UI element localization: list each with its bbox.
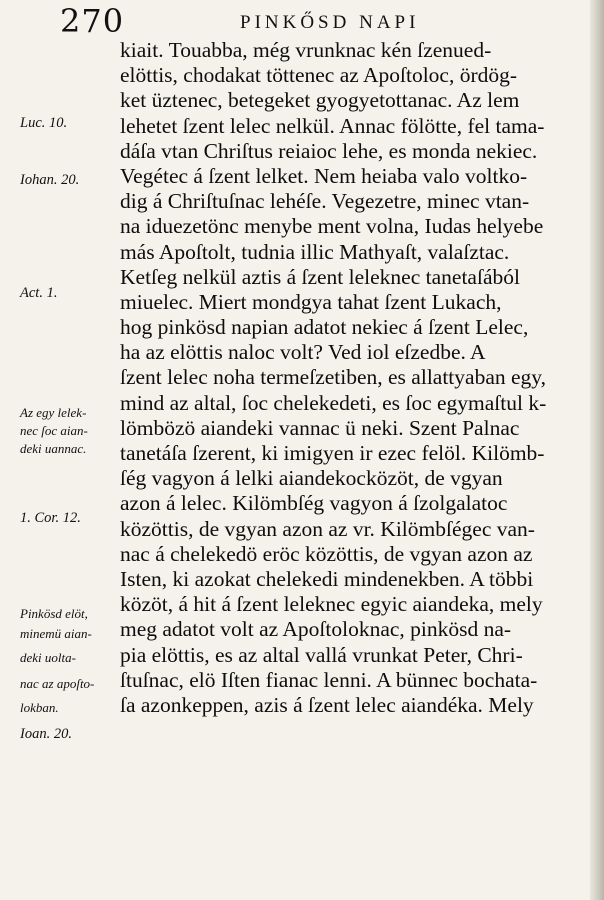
text-line: hog pinkösd napian adatot nekiec á ſzent Lelec,: [120, 315, 529, 340]
text-line: ket üztenec, betegeket gyogyetottanac. Az lem: [120, 88, 520, 113]
text-line: ſtuſnac, elö Iſten fianac lenni. A bünnec bochata-: [120, 667, 538, 692]
text-line: tanetáſa ſzerent, ki imigyen ir ezec felöl. Kilömb-: [120, 441, 545, 465]
text-line: mind az altal, ſoc chelekedeti, es ſoc egymaſtul k-: [120, 390, 547, 415]
text-line: ſég vagyon á lelki aiandekocközöt, de vgyan: [120, 466, 503, 491]
margin-note-line: deki uolta-: [20, 650, 76, 665]
page-number: 270: [60, 2, 125, 40]
margin-note-luc: Luc. 10.: [20, 115, 68, 131]
text-line: ſzent lelec noha termeſzetiben, es allattyaban egy,: [120, 365, 547, 390]
margin-note-cor: 1. Cor. 12.: [20, 510, 81, 526]
margin-note-line: lokban.: [20, 700, 59, 715]
margin-note-line: Az egy lelek-: [20, 405, 87, 420]
text-line: ſa azonkeppen, azis á ſzent lelec aiandéka. Mely: [120, 692, 534, 717]
margin-note-line: nec ſoc aian-: [20, 423, 88, 438]
margin-note-ioan: Ioan. 20.: [20, 726, 72, 742]
margin-note-line: minemü aian-: [20, 626, 92, 641]
text-line: miuelec. Miert mondgya tahat ſzent Lukach,: [120, 289, 502, 314]
text-line: dáſa vtan Chriſtus reiaioc lehe, es monda nekiec.: [120, 138, 538, 163]
text-line: közöt, á hit á ſzent leleknec egyic aiandeka, mely: [120, 592, 543, 617]
margin-note-act: Act. 1.: [20, 285, 58, 301]
text-line: Ketſeg nelkül aztis á ſzent leleknec tanetaſából: [120, 264, 520, 289]
text-line: dig á Chriſtuſnac lehéſe. Vegezetre, minec vtan-: [120, 189, 530, 214]
margin-note-line: Pinkösd elöt,: [20, 606, 88, 621]
running-head: PINKŐSD NAPI: [240, 12, 420, 33]
margin-note-iohan: Iohan. 20.: [20, 172, 80, 188]
text-line: Isten, ki azokat chelekedi mindenekben. A többi: [120, 566, 534, 591]
text-line: kiait. Touabba, még vrunknac kén ſzenued-: [120, 38, 492, 62]
text-line: meg adatot volt az Apoſtoloknac, pinkösd na-: [120, 617, 512, 642]
text-line: lömbözö aiandeki vannac ü neki. Szent Palnac: [120, 415, 520, 440]
margin-note-line: nac az apoſto-: [20, 676, 95, 691]
text-line: pia elöttis, es az altal vallá vrunkat Peter, Chri-: [120, 642, 523, 667]
text-line: elöttis, chodakat töttenec az Apoſtoloc, ördög-: [120, 63, 518, 88]
margin-notes: [20, 0, 120, 900]
text-line: lehetet ſzent lelec nelkül. Annac fölötte, fel tama-: [120, 113, 545, 138]
text-line: nac á chelekedö eröc közöttis, de vgyan azon az: [120, 541, 533, 566]
main-text-block: [120, 38, 600, 718]
text-line: közöttis, de vgyan azon az vr. Kilömbſégec van-: [120, 516, 535, 541]
text-line: Vegétec á ſzent lelket. Nem heiaba valo voltko-: [120, 163, 528, 188]
text-line: na iduezetönc menybe ment volna, Iudas helyebe: [120, 214, 544, 239]
text-line: ha az elöttis naloc volt? Ved iol eſzedbe. A: [120, 340, 486, 365]
margin-note-line: deki uannac.: [20, 441, 87, 456]
text-line: más Apoſtolt, tudnia illic Mathyaſt, valaſztac.: [120, 239, 510, 264]
text-line: azon á lelec. Kilömbſég vagyon á ſzolgalatoc: [120, 491, 508, 516]
